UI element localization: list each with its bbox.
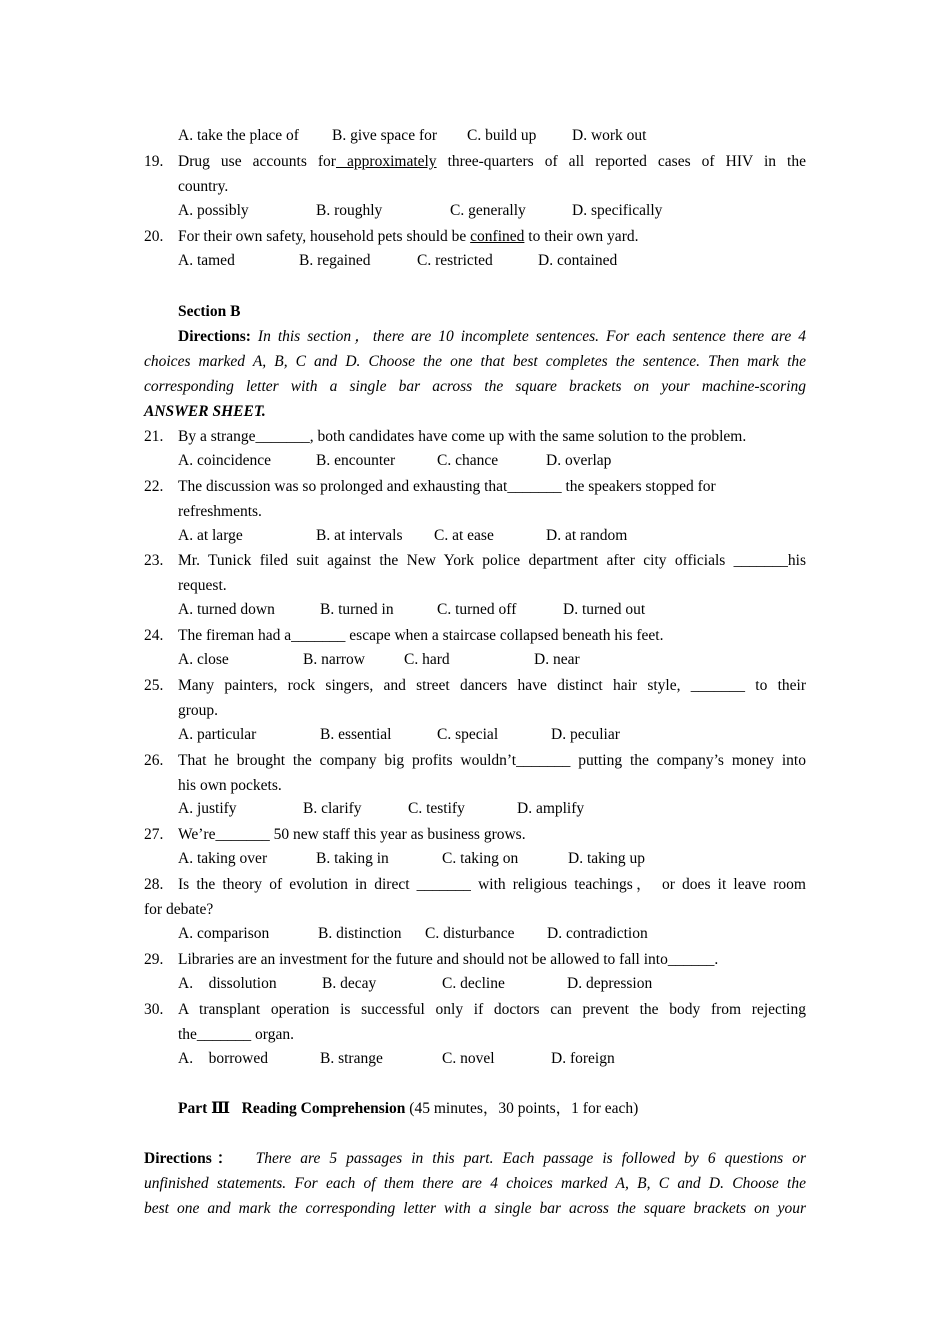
option-d[interactable]: D. near [534,651,580,668]
option-b[interactable]: B. distinction [318,925,402,942]
question-stem [178,227,638,247]
option-c[interactable]: C. at ease [434,527,494,544]
stem-continuation: for debate? [144,901,214,918]
part-3-heading [178,1099,638,1119]
option-a[interactable]: A. borrowed [178,1050,268,1067]
stem-continuation: his own pockets. [178,777,282,794]
stem-text-pre: For their own safety, household pets should be [178,228,471,245]
option-c[interactable]: C. novel [442,1050,495,1067]
option-b[interactable]: B. encounter [316,452,396,469]
directions-line-2: choices marked A, B, C and D. Choose the one that best completes the sentence. Then mark the [144,353,806,370]
stem-text-pre: Drug use accounts for [178,153,336,170]
question-stem: The fireman had a_______ escape when a staircase collapsed beneath his feet. [178,627,664,644]
option-a[interactable]: A. turned down [178,601,275,618]
directions-line-1 [144,1149,806,1169]
option-d[interactable]: D. turned out [563,601,646,618]
stem-continuation: the_______ organ. [178,1026,294,1043]
underlined-word: confined [470,228,525,245]
directions-text: In this section，there are 10 incomplete sentences. For each sentence there are 4 [250,328,806,345]
question-number: 24. [144,627,164,644]
option-c[interactable]: C. generally [450,202,526,219]
option-a[interactable]: A. possibly [178,202,249,219]
option-a[interactable]: A. taking over [178,850,268,867]
question-stem: Libraries are an investment for the future and should not be allowed to fall into______. [178,951,719,968]
option-a[interactable]: A. dissolution [178,975,277,992]
part-info: (45 minutes，30 points，1 for each) [405,1100,639,1117]
option-d[interactable]: D. contradiction [547,925,648,942]
option-d[interactable]: D. taking up [568,850,646,867]
question-number: 23. [144,552,164,569]
option-b[interactable]: B. taking in [316,850,389,867]
option-c[interactable]: C. special [437,726,499,743]
option-b[interactable]: B. regained [299,252,371,269]
directions-text: There are 5 passages in this part. Each passage is followed by 6 questions or [237,1150,806,1167]
question-stem: We’re_______ 50 new staff this year as business grows. [178,826,526,843]
option-a[interactable]: A. comparison [178,925,270,942]
option-a[interactable]: A. justify [178,800,237,817]
section-b-title: Section B [178,303,241,320]
option-b[interactable]: B. turned in [320,601,394,618]
option-d[interactable]: D. amplify [517,800,585,817]
stem-continuation: request. [178,577,227,594]
directions-line-3: corresponding letter with a single bar across the square brackets on your machine-scoring [144,378,806,395]
option-b[interactable]: B. strange [320,1050,383,1067]
option-a[interactable]: A. close [178,651,229,668]
question-number: 29. [144,951,164,968]
option-c[interactable]: C. hard [404,651,450,668]
option-d[interactable]: D. depression [567,975,653,992]
option-d[interactable]: D. work out [572,127,647,144]
option-b[interactable]: B. roughly [316,202,383,219]
option-d[interactable]: D. specifically [572,202,663,219]
option-b[interactable]: B. at intervals [316,527,403,544]
option-c[interactable]: C. turned off [437,601,517,618]
question-number: 22. [144,478,164,495]
underlined-word: approximately [335,153,437,170]
directions-label: Directions: [178,328,251,345]
question-number: 20. [144,228,164,245]
directions-line-4: ANSWER SHEET. [144,403,266,420]
stem-text-post: to their own yard. [524,228,639,245]
option-d[interactable]: D. overlap [546,452,612,469]
question-stem [178,152,806,172]
option-c[interactable]: C. chance [437,452,499,469]
part-label: Part Ⅲ [178,1100,231,1117]
directions-line-2: unfinished statements. For each of them there are 4 choices marked A, B, C and D. Choose the [144,1175,806,1192]
question-stem: Mr. Tunick filed suit against the New York police department after city officials _______his [178,552,806,569]
option-b[interactable]: B. give space for [332,127,438,144]
option-c[interactable]: C. taking on [442,850,519,867]
stem-continuation: country. [178,178,229,195]
option-c[interactable]: C. build up [467,127,537,144]
question-number: 26. [144,752,164,769]
question-stem: That he brought the company big profits wouldn’t_______ putting the company’s money into [178,752,806,769]
stem-continuation: refreshments. [178,503,262,520]
stem-text-post: three-quarters of all reported cases of HIV in the [436,153,806,170]
question-stem: By a strange_______, both candidates have come up with the same solution to the problem. [178,428,747,445]
option-a[interactable]: A. at large [178,527,243,544]
question-number: 27. [144,826,164,843]
question-stem: Many painters, rock singers, and street dancers have distinct hair style, _______ to their [178,677,806,694]
option-b[interactable]: B. clarify [303,800,362,817]
option-d[interactable]: D. foreign [551,1050,615,1067]
stem-continuation: group. [178,702,219,719]
option-a[interactable]: A. coincidence [178,452,271,469]
question-stem: A transplant operation is successful only if doctors can prevent the body from rejecting [178,1001,806,1018]
question-number: 28. [144,876,164,893]
question-number: 30. [144,1001,164,1018]
part-title: Reading Comprehension [241,1100,406,1117]
option-b[interactable]: B. essential [320,726,392,743]
option-c[interactable]: C. restricted [417,252,493,269]
option-d[interactable]: D. at random [546,527,628,544]
question-stem: The discussion was so prolonged and exhausting that_______ the speakers stopped for [178,478,716,495]
option-a[interactable]: A. particular [178,726,257,743]
question-number: 19. [144,153,164,170]
question-number: 21. [144,428,164,445]
directions-line-1 [178,327,806,347]
option-d[interactable]: D. contained [538,252,618,269]
option-c[interactable]: C. disturbance [425,925,515,942]
option-b[interactable]: B. decay [322,975,377,992]
option-a[interactable]: A. tamed [178,252,235,269]
option-c[interactable]: C. testify [408,800,465,817]
question-number: 25. [144,677,164,694]
question-stem: Is the theory of evolution in direct _______ with religious teachings， or does it leave room [178,876,806,893]
option-b[interactable]: B. narrow [303,651,365,668]
directions-label: Directions： [144,1150,238,1167]
option-c[interactable]: C. decline [442,975,505,992]
directions-line-3: best one and mark the corresponding letter with a single bar across the square brackets on your [144,1200,806,1217]
option-a[interactable]: A. take the place of [178,127,299,144]
option-d[interactable]: D. peculiar [551,726,620,743]
